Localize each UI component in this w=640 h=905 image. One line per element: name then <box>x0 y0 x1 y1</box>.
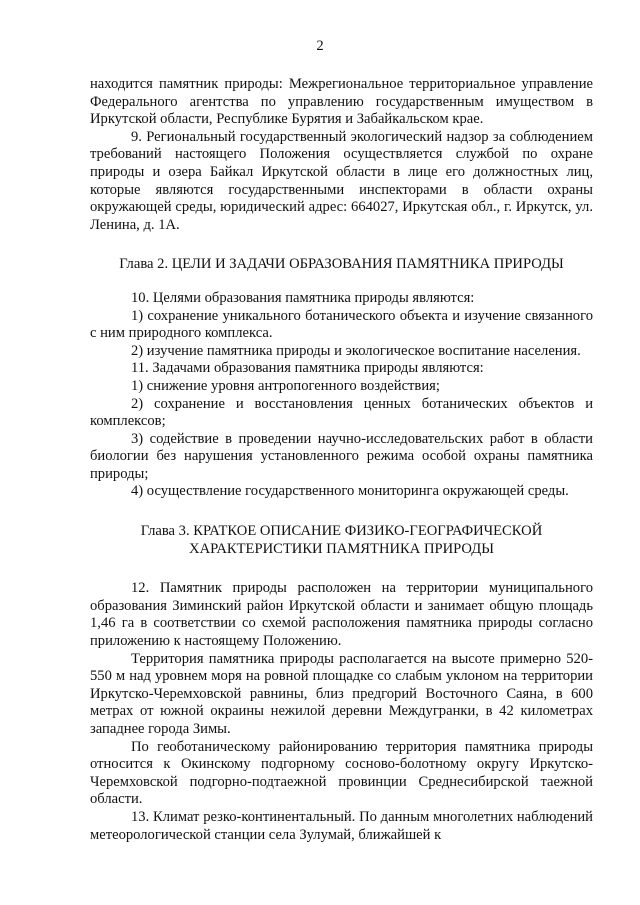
paragraph-11-item-3: 3) содействие в проведении научно-исследовательских работ в области биологии без нарушения установленного режима особой охраны памятника природы; <box>90 430 593 482</box>
paragraph-10-item-1: 1) сохранение уникального ботанического объекта и изучение связанного с ним природного комплекса. <box>90 307 593 342</box>
paragraph-10: 10. Целями образования памятника природы являются: <box>131 289 475 306</box>
chapter-2-title: Глава 2. ЦЕЛИ И ЗАДАЧИ ОБРАЗОВАНИЯ ПАМЯТНИКА ПРИРОДЫ <box>119 256 564 273</box>
paragraph-11: 11. Задачами образования памятника природы являются: <box>131 360 484 377</box>
chapter-3-title-line-2: ХАРАКТЕРИСТИКИ ПАМЯТНИКА ПРИРОДЫ <box>189 540 494 557</box>
paragraph-continuation: находится памятник природы: Межрегиональное территориальное управление Федерального агентства по управлению государственным имуществом в Иркутской области, Республике Бурятия и Забайкальском крае. <box>90 76 593 128</box>
paragraph-12: 12. Памятник природы расположен на территории муниципального образования Зиминский район Иркутской области и занимает общую площадь 1,46 га в соответствии со схемой расположения памятника природы согласно приложению к настоящему Положению. <box>90 580 593 650</box>
paragraph-11-item-2: 2) сохранение и восстановления ценных ботанических объектов и комплексов; <box>90 395 593 430</box>
paragraph-12-location: Территория памятника природы располагается на высоте примерно 520-550 м над уровнем моря на ровной площадке со слабым уклоном на территории Иркутско-Черемховской равнины, близ предгорий Восточного Саяна, в 600 метрах от южной окраины нежилой деревни Междугранки, в 42 километрах западнее города Зимы. <box>90 650 593 737</box>
paragraph-11-item-1: 1) снижение уровня антропогенного воздействия; <box>131 377 440 394</box>
paragraph-11-item-4: 4) осуществление государственного мониторинга окружающей среды. <box>131 483 569 500</box>
paragraph-9: 9. Региональный государственный экологический надзор за соблюдением требований настоящего Положения осуществляется службой по охране природы и озера Байкал Иркутской области в лице его должностных лиц, которые являются государственными инспекторами в области охраны окружающей среды, юридический адрес: 664027, Иркутская обл., г. Иркутск, ул. Ленина, д. 1А. <box>90 128 593 233</box>
paragraph-10-item-2: 2) изучение памятника природы и экологическое воспитание населения. <box>131 342 581 359</box>
chapter-3-title-line-1: Глава 3. КРАТКОЕ ОПИСАНИЕ ФИЗИКО-ГЕОГРАФИЧЕСКОЙ <box>140 523 543 540</box>
paragraph-12-geobotany: По геоботаническому районированию территория памятника природы относится к Окинскому подгорному сосново-болотному округу Иркутско-Черемховской подгорно-подтаежной провинции Среднесибирской таежной области. <box>90 738 593 808</box>
page-content <box>90 76 593 844</box>
page-number: 2 <box>316 38 324 54</box>
paragraph-13: 13. Климат резко-континентальный. По данным многолетних наблюдений метеорологической станции села Зулумай, ближайшей к <box>90 808 593 843</box>
